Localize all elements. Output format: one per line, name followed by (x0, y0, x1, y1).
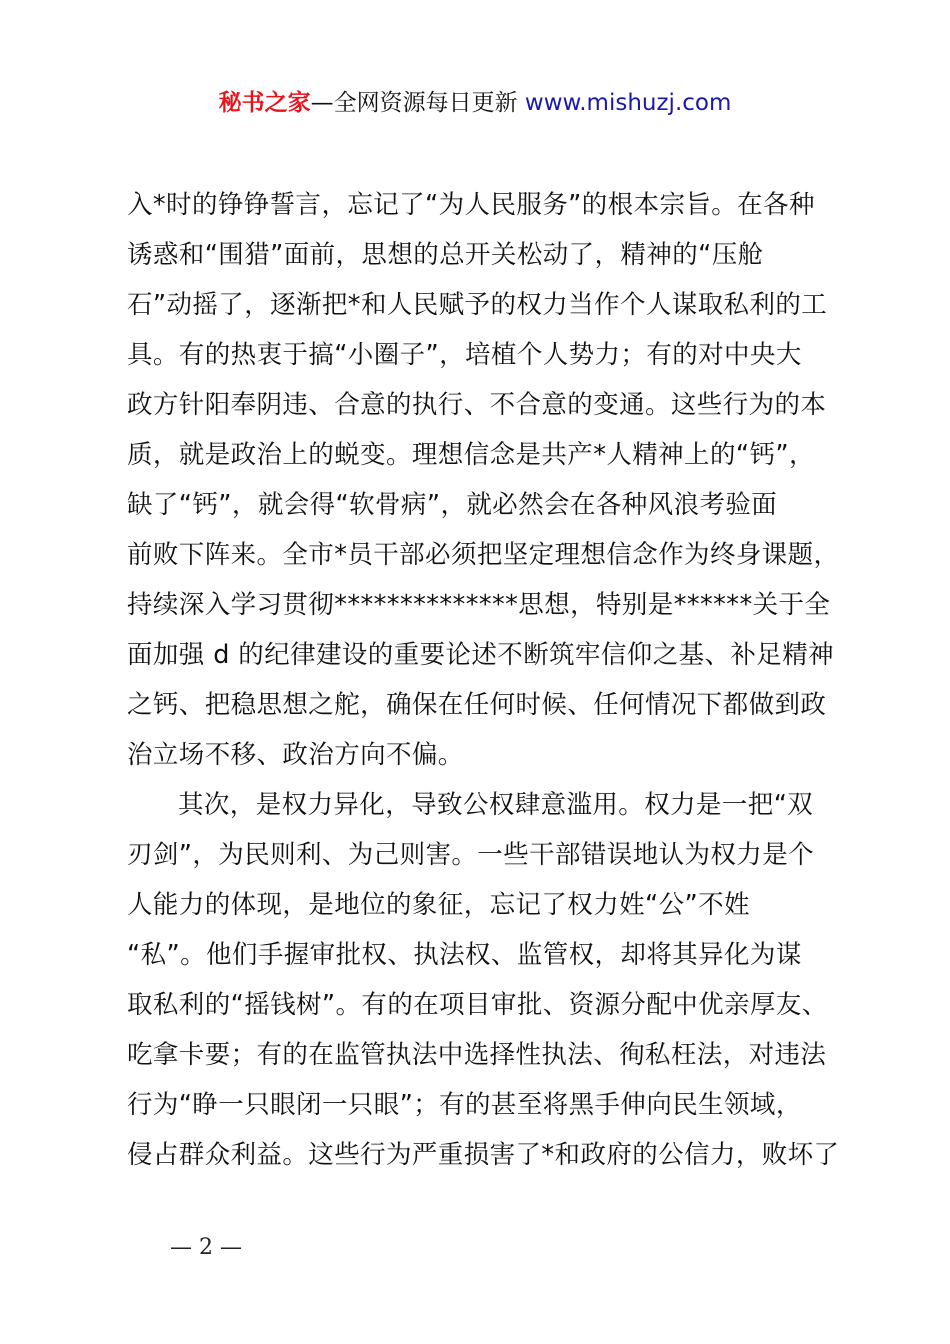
paragraph-first-line: 其次，是权力异化，导致公权肆意滥用。权力是一把“双 (178, 790, 814, 820)
document-body (127, 180, 840, 1180)
text-line: 缺了“钙”，就会得“软骨病”，就必然会在各种风浪考验面 (127, 490, 778, 520)
text-line: 吃拿卡要；有的在监管执法中选择性执法、徇私枉法，对违法 (127, 1040, 827, 1070)
text-line: 人能力的体现，是地位的象征，忘记了权力姓“公”不姓 (127, 890, 750, 920)
page-header (0, 86, 950, 120)
site-tagline: —全网资源每日更新 (310, 90, 518, 116)
text-line: 行为“睁一只眼闭一只眼”；有的甚至将黑手伸向民生领域， (127, 1090, 802, 1120)
text-line: 石”动摇了，逐渐把*和人民赋予的权力当作个人谋取私利的工 (127, 290, 828, 320)
site-url-link[interactable]: www.mishuzj.com (524, 90, 732, 116)
text-line: 面加强 d 的纪律建设的重要论述不断筑牢信仰之基、补足精神 (127, 640, 834, 670)
text-line: 治立场不移、政治方向不偏。 (127, 740, 464, 770)
text-line: 政方针阳奉阴违、合意的执行、不合意的变通。这些行为的本 (127, 390, 827, 420)
site-brand: 秘书之家 (218, 90, 311, 116)
text-line: 侵占群众利益。这些行为严重损害了*和政府的公信力，败坏了 (127, 1140, 840, 1170)
text-line: 取私利的“摇钱树”。有的在项目审批、资源分配中优亲厚友、 (127, 990, 828, 1020)
text-line: 前败下阵来。全市*员干部必须把坚定理想信念作为终身课题， (127, 540, 840, 570)
text-line: 诱惑和“围猎”面前，思想的总开关松动了，精神的“压舱 (127, 240, 764, 270)
text-line: “私”。他们手握审批权、执法权、监管权，却将其异化为谋 (127, 940, 802, 970)
text-line: 之钙、把稳思想之舵，确保在任何时候、任何情况下都做到政 (127, 690, 827, 720)
page-number: — 2 — (170, 1235, 242, 1260)
text-line: 具。有的热衷于搞“小圈子”，培植个人势力；有的对中央大 (127, 340, 802, 370)
text-line: 持续深入学习贯彻**************思想，特别是******关于全 (127, 590, 831, 620)
text-line: 刃剑”，为民则利、为己则害。一些干部错误地认为权力是个 (127, 840, 815, 870)
text-line: 入*时的铮铮誓言，忘记了“为人民服务”的根本宗旨。在各种 (127, 190, 815, 220)
text-line: 质，就是政治上的蜕变。理想信念是共产*人精神上的“钙”， (127, 440, 815, 470)
